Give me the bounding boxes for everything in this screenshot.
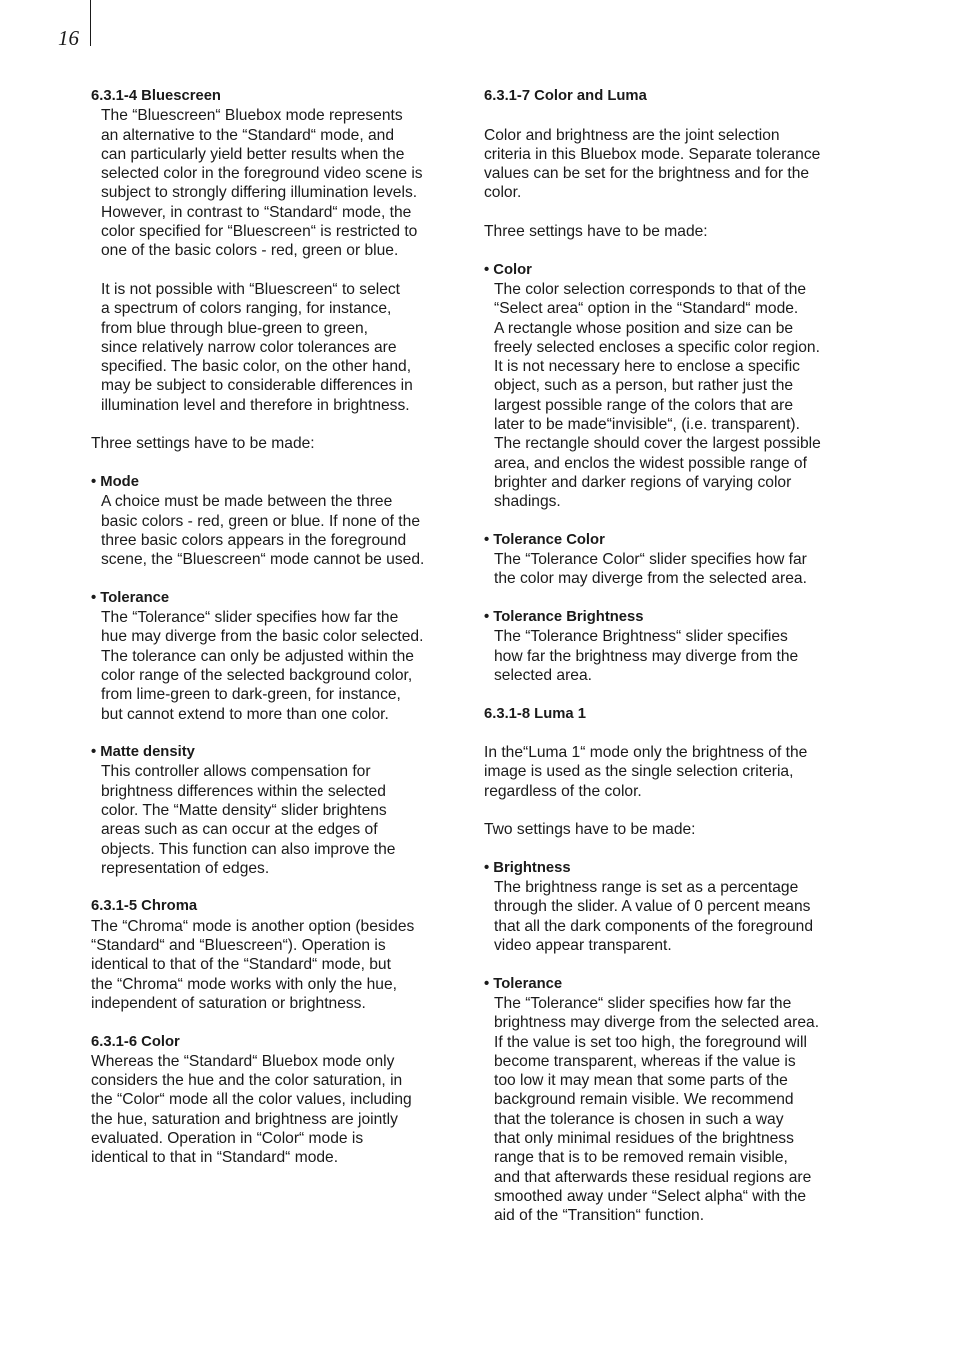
text-line: Color and brightness are the joint selection bbox=[484, 126, 780, 144]
text-line: color specified for “Bluescreen“ is restricted to bbox=[101, 223, 418, 241]
text-line: object, such as a person, but rather just the bbox=[494, 377, 794, 395]
matte-density-bullet-title: • Matte density bbox=[91, 744, 195, 761]
margin-rule bbox=[90, 0, 91, 46]
text-line: In the“Luma 1“ mode only the brightness of the bbox=[484, 744, 808, 762]
text-line: through the slider. A value of 0 percent means bbox=[494, 898, 811, 916]
mode-bullet-text bbox=[91, 492, 463, 569]
tolerance-brightness-bullet-title: • Tolerance Brightness bbox=[484, 609, 644, 626]
text-line: The color selection corresponds to that of the bbox=[494, 280, 807, 298]
text-line: considers the hue and the color saturation, in bbox=[91, 1072, 403, 1090]
text-line: The “Tolerance“ slider specifies how far the bbox=[101, 609, 399, 627]
text-line: identical to that of the “Standard“ mode, but bbox=[91, 956, 391, 974]
text-line: that all the dark components of the foreground bbox=[494, 917, 814, 935]
text-line: the color may diverge from the selected area. bbox=[494, 570, 807, 588]
text-line: freely selected encloses a specific color region. bbox=[494, 338, 820, 356]
text-line: area, and enclos the widest possible range of bbox=[494, 454, 807, 472]
text-line: the “Color“ mode all the color values, including bbox=[91, 1091, 412, 1109]
text-line: The rectangle should cover the largest possible bbox=[494, 435, 821, 453]
text-line: too low it may mean that some parts of the bbox=[494, 1072, 788, 1090]
text-line: color range of the selected background color, bbox=[101, 666, 413, 684]
brightness-bullet-text bbox=[484, 878, 856, 955]
text-line: The “Chroma“ mode is another option (besides bbox=[91, 917, 415, 935]
text-line: a spectrum of colors ranging, for instance, bbox=[101, 300, 392, 318]
color-text bbox=[91, 1052, 463, 1168]
mode-bullet-title: • Mode bbox=[91, 473, 139, 490]
brightness-bullet-title: • Brightness bbox=[484, 859, 571, 876]
text-line: The “Tolerance Brightness“ slider specifies bbox=[494, 628, 788, 646]
text-line: A choice must be made between the three bbox=[101, 493, 393, 511]
text-line: identical to that in “Standard“ mode. bbox=[91, 1149, 339, 1167]
color-luma-intro: Three settings have to be made: bbox=[484, 223, 708, 241]
text-line: and that afterwards these residual regions are bbox=[494, 1168, 812, 1186]
tolerance-brightness-bullet-text bbox=[484, 627, 856, 685]
color-bullet-text bbox=[484, 280, 856, 512]
color-bullet-title: • Color bbox=[484, 261, 532, 278]
text-line: This controller allows compensation for bbox=[101, 763, 371, 781]
text-line: selected area. bbox=[494, 666, 592, 684]
text-line: image is used as the single selection criteria, bbox=[484, 763, 794, 781]
text-line: It is not possible with “Bluescreen“ to select bbox=[101, 280, 401, 298]
matte-density-bullet-text bbox=[91, 762, 463, 878]
text-line: that the tolerance is chosen in such a way bbox=[494, 1110, 784, 1128]
bluescreen-para-1 bbox=[91, 106, 463, 260]
color-luma-heading: 6.3.1-7 Color and Luma bbox=[484, 88, 647, 104]
tolerance-bullet-title: • Tolerance bbox=[91, 589, 170, 606]
luma1-para bbox=[484, 743, 856, 801]
text-line: scene, the “Bluescreen“ mode cannot be used. bbox=[101, 551, 425, 569]
text-line: from blue through blue-green to green, bbox=[101, 319, 368, 337]
text-line: that only minimal residues of the brightness bbox=[494, 1130, 794, 1148]
text-line: “Select area“ option in the “Standard“ mode. bbox=[494, 300, 799, 318]
text-line: The brightness range is set as a percentage bbox=[494, 879, 799, 897]
text-line: range that is to be removed remain visible, bbox=[494, 1149, 788, 1167]
luma1-heading: 6.3.1-8 Luma 1 bbox=[484, 705, 586, 722]
text-line: shadings. bbox=[494, 493, 561, 511]
text-line: representation of edges. bbox=[101, 859, 270, 877]
text-line: “Standard“ and “Bluescreen“). Operation is bbox=[91, 937, 386, 955]
text-line: can particularly yield better results when the bbox=[101, 145, 405, 163]
text-line: selected color in the foreground video scene is bbox=[101, 165, 423, 183]
color-heading: 6.3.1-6 Color bbox=[91, 1033, 180, 1050]
tolerance-bullet-text bbox=[91, 608, 463, 724]
text-line: The tolerance can only be adjusted within the bbox=[101, 647, 414, 665]
text-line: The “Tolerance Color“ slider specifies how far bbox=[494, 551, 807, 569]
text-line: become transparent, whereas if the value is bbox=[494, 1052, 796, 1070]
text-line: illumination level and therefore in brightness. bbox=[101, 396, 410, 414]
luma1-intro: Two settings have to be made: bbox=[484, 821, 696, 839]
text-line: color. bbox=[484, 184, 522, 202]
text-line: the “Chroma“ mode works with only the hue, bbox=[91, 975, 397, 993]
text-line: one of the basic colors - red, green or blue. bbox=[101, 242, 399, 260]
text-line: However, in contrast to “Standard“ mode, the bbox=[101, 203, 412, 221]
chroma-heading: 6.3.1-5 Chroma bbox=[91, 898, 198, 915]
text-line: areas such as can occur at the edges of bbox=[101, 821, 378, 839]
text-line: evaluated. Operation in “Color“ mode is bbox=[91, 1130, 364, 1148]
text-line: The “Bluescreen“ Bluebox mode represents bbox=[101, 107, 403, 125]
bluescreen-para-2 bbox=[91, 280, 463, 415]
text-line: Whereas the “Standard“ Bluebox mode only bbox=[91, 1052, 395, 1070]
text-line: objects. This function can also improve the bbox=[101, 840, 396, 858]
text-line: background remain visible. We recommend bbox=[494, 1091, 794, 1109]
text-line: the hue, saturation and brightness are jointly bbox=[91, 1110, 398, 1128]
text-line: color. The “Matte density“ slider brightens bbox=[101, 801, 387, 819]
text-line: criteria in this Bluebox mode. Separate tolerance bbox=[484, 145, 821, 163]
text-line: brightness differences within the selected bbox=[101, 782, 386, 800]
text-line: but cannot extend to more than one color. bbox=[101, 705, 389, 723]
chroma-text bbox=[91, 917, 463, 1013]
text-line: A rectangle whose position and size can be bbox=[494, 319, 794, 337]
left-column bbox=[91, 87, 463, 1168]
bluescreen-intro: Three settings have to be made: bbox=[91, 435, 315, 453]
text-line: how far the brightness may diverge from the bbox=[494, 647, 799, 665]
luma-tolerance-bullet-title: • Tolerance bbox=[484, 975, 563, 992]
text-line: It is not necessary here to enclose a specific bbox=[494, 358, 800, 376]
text-line: largest possible range of the colors that are bbox=[494, 396, 794, 414]
tolerance-color-bullet-text bbox=[484, 550, 856, 589]
text-line: If the value is set too high, the foreground will bbox=[494, 1033, 807, 1051]
text-line: video appear transparent. bbox=[494, 937, 672, 955]
text-line: aid of the “Transition“ function. bbox=[494, 1207, 705, 1225]
text-line: The “Tolerance“ slider specifies how far the bbox=[494, 994, 792, 1012]
text-line: smoothed away under “Select alpha“ with the bbox=[494, 1187, 807, 1205]
text-line: hue may diverge from the basic color selected. bbox=[101, 628, 424, 646]
text-line: basic colors - red, green or blue. If none of the bbox=[101, 512, 420, 530]
text-line: specified. The basic color, on the other hand, bbox=[101, 358, 412, 376]
luma-tolerance-bullet-text bbox=[484, 994, 856, 1226]
text-line: may be subject to considerable differences in bbox=[101, 377, 413, 395]
text-line: later to be made“invisible“, (i.e. transparent). bbox=[494, 416, 800, 434]
text-line: since relatively narrow color tolerances are bbox=[101, 338, 397, 356]
right-column bbox=[484, 87, 856, 1226]
bluescreen-heading: 6.3.1-4 Bluescreen bbox=[91, 88, 221, 104]
text-line: independent of saturation or brightness. bbox=[91, 994, 366, 1012]
text-line: values can be set for the brightness and for the bbox=[484, 165, 810, 183]
text-line: brighter and darker regions of varying color bbox=[494, 473, 792, 491]
text-line: from lime-green to dark-green, for instance, bbox=[101, 686, 401, 704]
tolerance-color-bullet-title: • Tolerance Color bbox=[484, 531, 605, 548]
text-line: subject to strongly differing illumination levels. bbox=[101, 184, 418, 202]
text-line: three basic colors appears in the foreground bbox=[101, 531, 407, 549]
text-line: an alternative to the “Standard“ mode, and bbox=[101, 126, 394, 144]
color-luma-para bbox=[484, 126, 856, 203]
page-number: 16 bbox=[58, 26, 79, 50]
text-line: brightness may diverge from the selected area. bbox=[494, 1014, 820, 1032]
text-line: regardless of the color. bbox=[484, 782, 642, 800]
